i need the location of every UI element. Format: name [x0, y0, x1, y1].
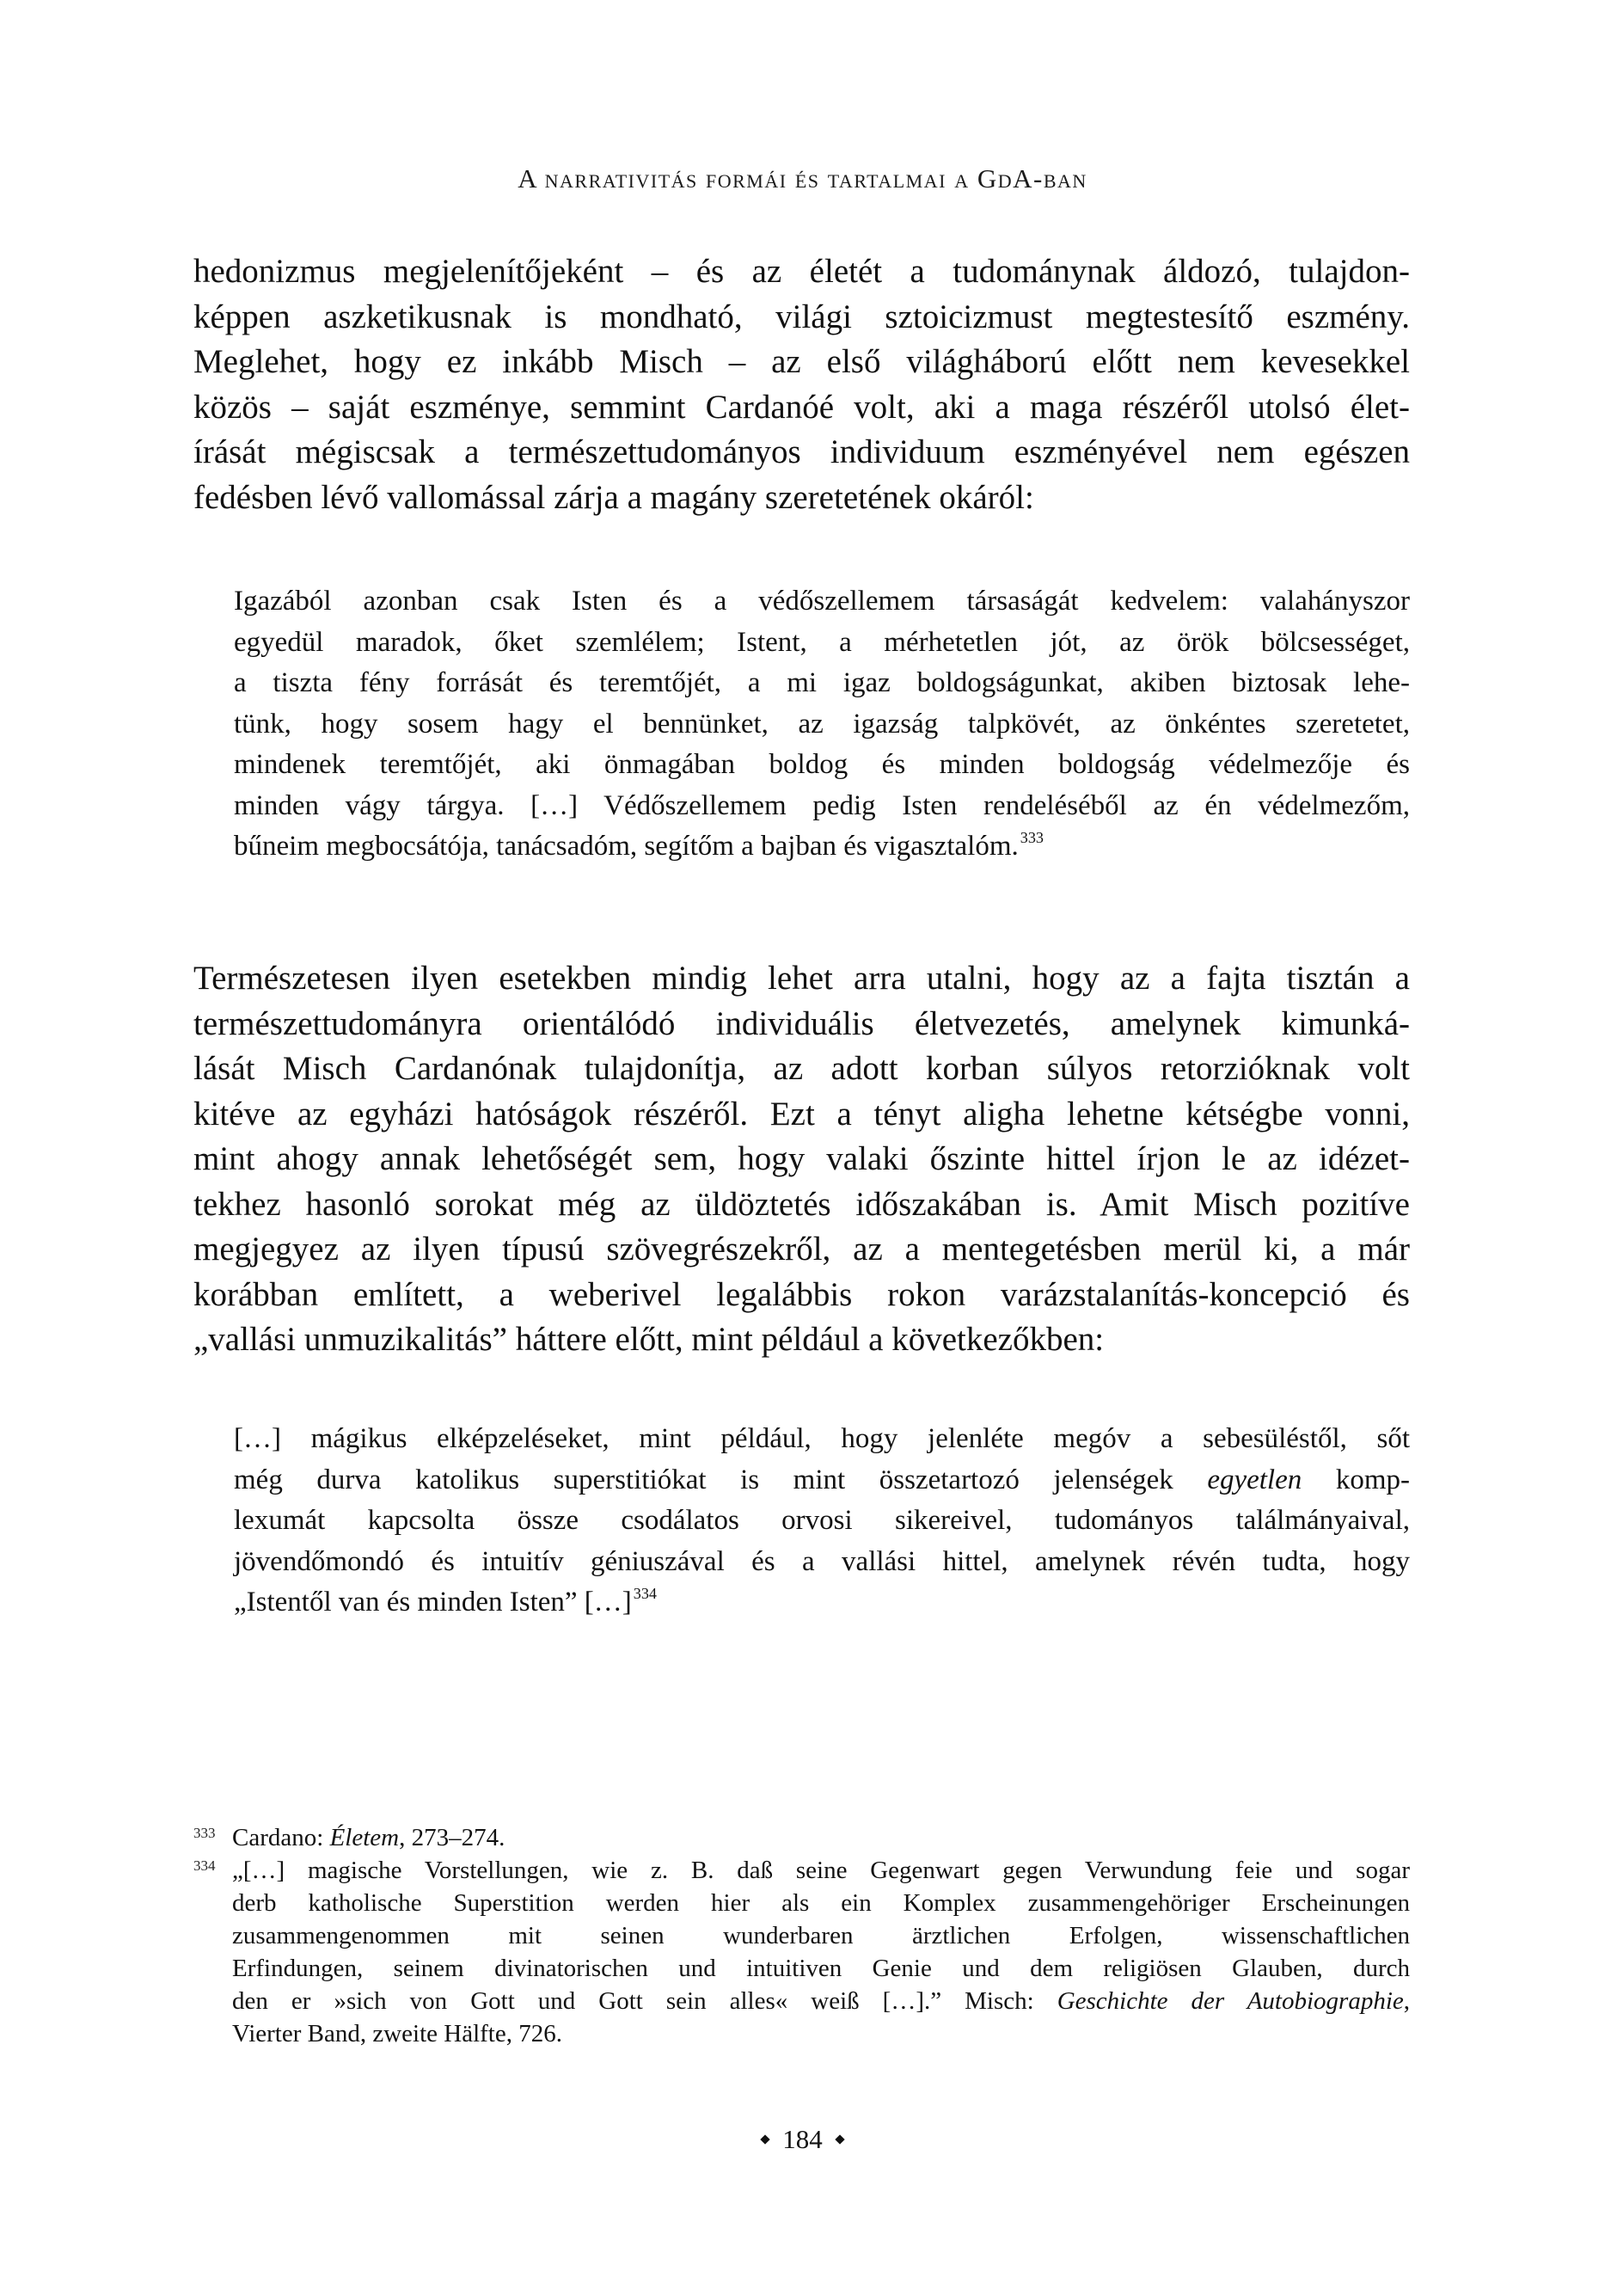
quote-line-last	[234, 1582, 1410, 1624]
quote-line: mindenek teremtőjét, aki önmagában boldog és minden boldogság védelmezője és	[234, 749, 1410, 780]
footnote-ref-334[interactable]: 334	[633, 1585, 657, 1603]
footnote-text	[232, 1854, 1410, 2050]
text-line: Természetesen ilyen esetekben mindig lehet arra utalni, hogy az a fajta tisztán a	[193, 960, 1410, 997]
emphasis-text: egyetlen	[1207, 1464, 1302, 1495]
footnote-334	[193, 1854, 1410, 2050]
footnote-text-part: den er »sich von Gott und Gott sein alles« weiß […].” Misch:	[232, 1987, 1057, 2015]
footnote-text-part: , 273–274.	[399, 1824, 505, 1851]
text-line: hedonizmus megjelenítőjeként – és az életét a tudománynak áldozó, tulajdon-	[193, 253, 1410, 290]
quote-text: bűneim megbocsátója, tanácsadóm, segítőm a bajban és vigasztalóm.	[234, 831, 1019, 862]
book-title: Életem	[329, 1824, 400, 1851]
text-line: közös – saját eszménye, semmint Cardanóé volt, aki a maga részéről utolsó élet-	[193, 388, 1410, 426]
quote-text: komp-	[1302, 1464, 1410, 1495]
footnote-333	[193, 1821, 1410, 1854]
footnote-line: Vierter Band, zweite Hälfte, 726.	[232, 2020, 562, 2047]
text-line: lását Misch Cardanónak tulajdonítja, az adott korban súlyos retorzióknak volt	[193, 1050, 1410, 1087]
text-line: mint ahogy annak lehetőségét sem, hogy valaki őszinte hittel írjon le az idézet-	[193, 1140, 1410, 1177]
quote-line: lexumát kapcsolta össze csodálatos orvosi sikereivel, tudományos találmányaival,	[234, 1505, 1410, 1536]
text-line: „vallási unmuzikalitás” háttere előtt, mint például a következőkben:	[193, 1321, 1105, 1358]
text-line: fedésben lévő vallomással zárja a magány szeretetének okáról:	[193, 478, 1034, 516]
quote-line: tünk, hogy sosem hagy el bennünket, az igazság talpkövét, az önkéntes szeretetet,	[234, 708, 1410, 740]
diamond-bullet-icon	[835, 2134, 844, 2144]
footnote-number: 334	[193, 1857, 216, 1874]
quote-line: egyedül maradok, őket szemlélem; Istent, a mérhetetlen jót, az örök bölcsességet,	[234, 626, 1410, 658]
page-number-value: 184	[782, 2124, 823, 2154]
footnote-line	[232, 1821, 1410, 1854]
text-line: megjegyez az ilyen típusú szövegrészekről, az a mentegetésben merül ki, a már	[193, 1231, 1410, 1268]
diamond-bullet-icon	[761, 2134, 770, 2144]
text-line: kitéve az egyházi hatóságok részéről. Ezt a tényt aligha lehetne kétségbe vonni,	[193, 1095, 1410, 1133]
quote-line: jövendőmondó és intuitív géniuszával és a vallási hittel, amelynek révén tudta, hogy	[234, 1545, 1410, 1577]
text-line: természettudományra orientálódó individuális életvezetés, amelynek kimunká-	[193, 1004, 1410, 1042]
text-line: korábban említett, a weberivel legalábbis rokon varázstalanítás-koncepció és	[193, 1275, 1410, 1313]
quote-line: […] mágikus elképzeléseket, mint például, hogy jelenléte megóv a sebesüléstől, sőt	[234, 1423, 1410, 1454]
text-line: írását mégiscsak a természettudományos individuum eszményével nem egészen	[193, 433, 1410, 470]
body-paragraph-2	[193, 956, 1410, 1363]
footnote-text-part: ,	[1403, 1987, 1410, 2015]
footnotes	[193, 1821, 1410, 2050]
footnote-text	[232, 1821, 1410, 1854]
footnote-text-part: Cardano:	[232, 1824, 330, 1851]
footnote-line: zusammengenommen mit seinen wunderbaren ärztlichen Erfolgen, wissenschaftlichen	[232, 1922, 1410, 1949]
text-line: tekhez hasonló sorokat még az üldöztetés időszakában is. Amit Misch pozitíve	[193, 1185, 1410, 1223]
body-paragraph-1	[193, 249, 1410, 520]
running-head: A narrativitás formái és tartalmai a GdA-ban	[518, 163, 1087, 193]
quote-line: Igazából azonban csak Isten és a védőszellemem társaságát kedvelem: valahányszor	[234, 586, 1410, 617]
footnote-line	[232, 1985, 1410, 2017]
text-line: képpen aszketikusnak is mondható, világi sztoicizmust megtestesítő eszmény.	[193, 298, 1410, 335]
text-line: Meglehet, hogy ez inkább Misch – az első világháború előtt nem kevesekkel	[193, 343, 1410, 380]
footnote-line: Erfindungen, seinem divinatorischen und intuitiven Genie und dem religiösen Glauben, durch	[232, 1955, 1410, 1982]
quote-text: „Istentől van és minden Isten” […]	[234, 1587, 632, 1618]
block-quote-2	[193, 1419, 1410, 1624]
block-quote-1	[193, 581, 1410, 868]
footnote-ref-333[interactable]: 333	[1020, 829, 1044, 847]
page-number	[0, 2124, 1605, 2155]
footnote-line: „[…] magische Vorstellungen, wie z. B. daß seine Gegenwart gegen Verwundung feie und sogar	[232, 1857, 1410, 1884]
quote-line: a tiszta fény forrását és teremtőjét, a mi igaz boldogságunkat, akiben biztosak lehe-	[234, 667, 1410, 698]
quote-line: minden vágy tárgya. […] Védőszellemem pedig Isten rendeléséből az én védelmezőm,	[234, 789, 1410, 821]
quote-line-last	[234, 826, 1410, 868]
footnote-number: 333	[193, 1825, 216, 1841]
quote-line	[234, 1460, 1410, 1501]
footnote-line: derb katholische Superstition werden hier als ein Komplex zusammengehöriger Erscheinungen	[232, 1889, 1410, 1917]
book-title: Geschichte der Autobiographie	[1057, 1987, 1404, 2015]
quote-text: még durva katolikus superstitiókat is mint összetartozó jelenségek	[234, 1464, 1208, 1495]
